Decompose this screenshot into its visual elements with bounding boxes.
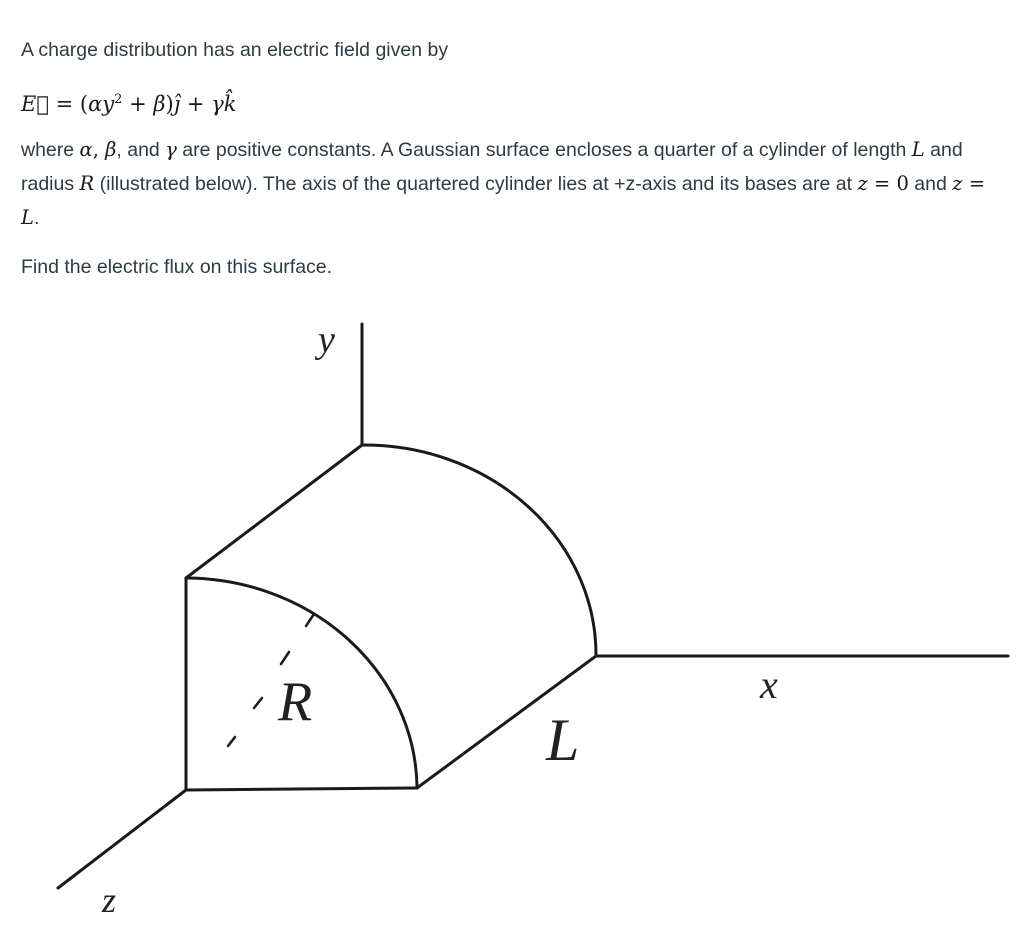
- desc-comma: ,: [92, 138, 106, 161]
- desc-part-4: and radius: [21, 139, 963, 195]
- desc-equals: =: [962, 172, 986, 195]
- intro-sentence: A charge distribution has an electric field given by: [21, 39, 449, 61]
- eq-beta: β: [153, 92, 166, 116]
- intro-text: [21, 33, 1006, 67]
- front-horizontal-edge: [186, 788, 417, 790]
- y-axis-label: y: [318, 319, 335, 361]
- desc-R: R: [79, 172, 95, 195]
- length-label: L: [546, 707, 580, 773]
- quarter-cylinder-figure: [0, 300, 1024, 935]
- eq-alpha: α: [88, 92, 103, 116]
- eq-plus-2: +: [180, 92, 212, 116]
- radius-label: R: [278, 671, 313, 733]
- eq-k-hat: k̂: [223, 92, 237, 116]
- eq-close-paren: ): [165, 92, 174, 116]
- figure-strokes: [58, 324, 1008, 888]
- back-arc: [362, 445, 596, 656]
- eq-plus-1: +: [122, 92, 154, 116]
- desc-part-2: , and: [116, 139, 166, 161]
- question-text: [21, 250, 1006, 284]
- desc-alpha: α: [79, 138, 93, 161]
- desc-L: L: [911, 138, 925, 161]
- desc-part-3: are positive constants. A Gaussian surface encloses a quarter of a cylinder of length: [176, 139, 912, 161]
- radius-dash-3: [281, 652, 289, 664]
- desc-equals-zero: = 0: [867, 172, 909, 195]
- eq-open-paren: (: [79, 92, 89, 116]
- desc-z-2: z: [952, 172, 963, 195]
- desc-period: .: [33, 207, 40, 229]
- description-text: [21, 133, 1006, 235]
- x-axis-label: x: [760, 662, 778, 707]
- desc-part-6: and: [908, 173, 953, 195]
- desc-gamma: γ: [165, 138, 177, 161]
- field-equation: [21, 83, 1006, 122]
- desc-part-5: (illustrated below). The axis of the quartered cylinder lies at +z-axis and its bases are at: [94, 173, 858, 195]
- z-axis-label: z: [102, 880, 117, 920]
- desc-beta: β: [105, 138, 117, 161]
- eq-exponent: 2: [114, 92, 123, 107]
- desc-L-2: L: [21, 206, 34, 229]
- top-edge-line: [186, 445, 362, 578]
- radius-dash-2: [254, 698, 262, 708]
- eq-y: y: [102, 92, 115, 116]
- question-sentence: Find the electric flux on this surface.: [21, 256, 333, 278]
- radius-dash-1: [228, 737, 235, 746]
- desc-part-1: where: [21, 139, 80, 161]
- radius-dash-4: [306, 614, 314, 626]
- eq-gamma: γ: [211, 92, 224, 116]
- eq-E-vector: E⃗: [21, 92, 49, 116]
- z-axis-line: [58, 790, 186, 888]
- eq-j-hat: ȷ̂: [173, 92, 181, 116]
- desc-z-1: z: [857, 172, 868, 195]
- eq-equals: =: [48, 92, 80, 116]
